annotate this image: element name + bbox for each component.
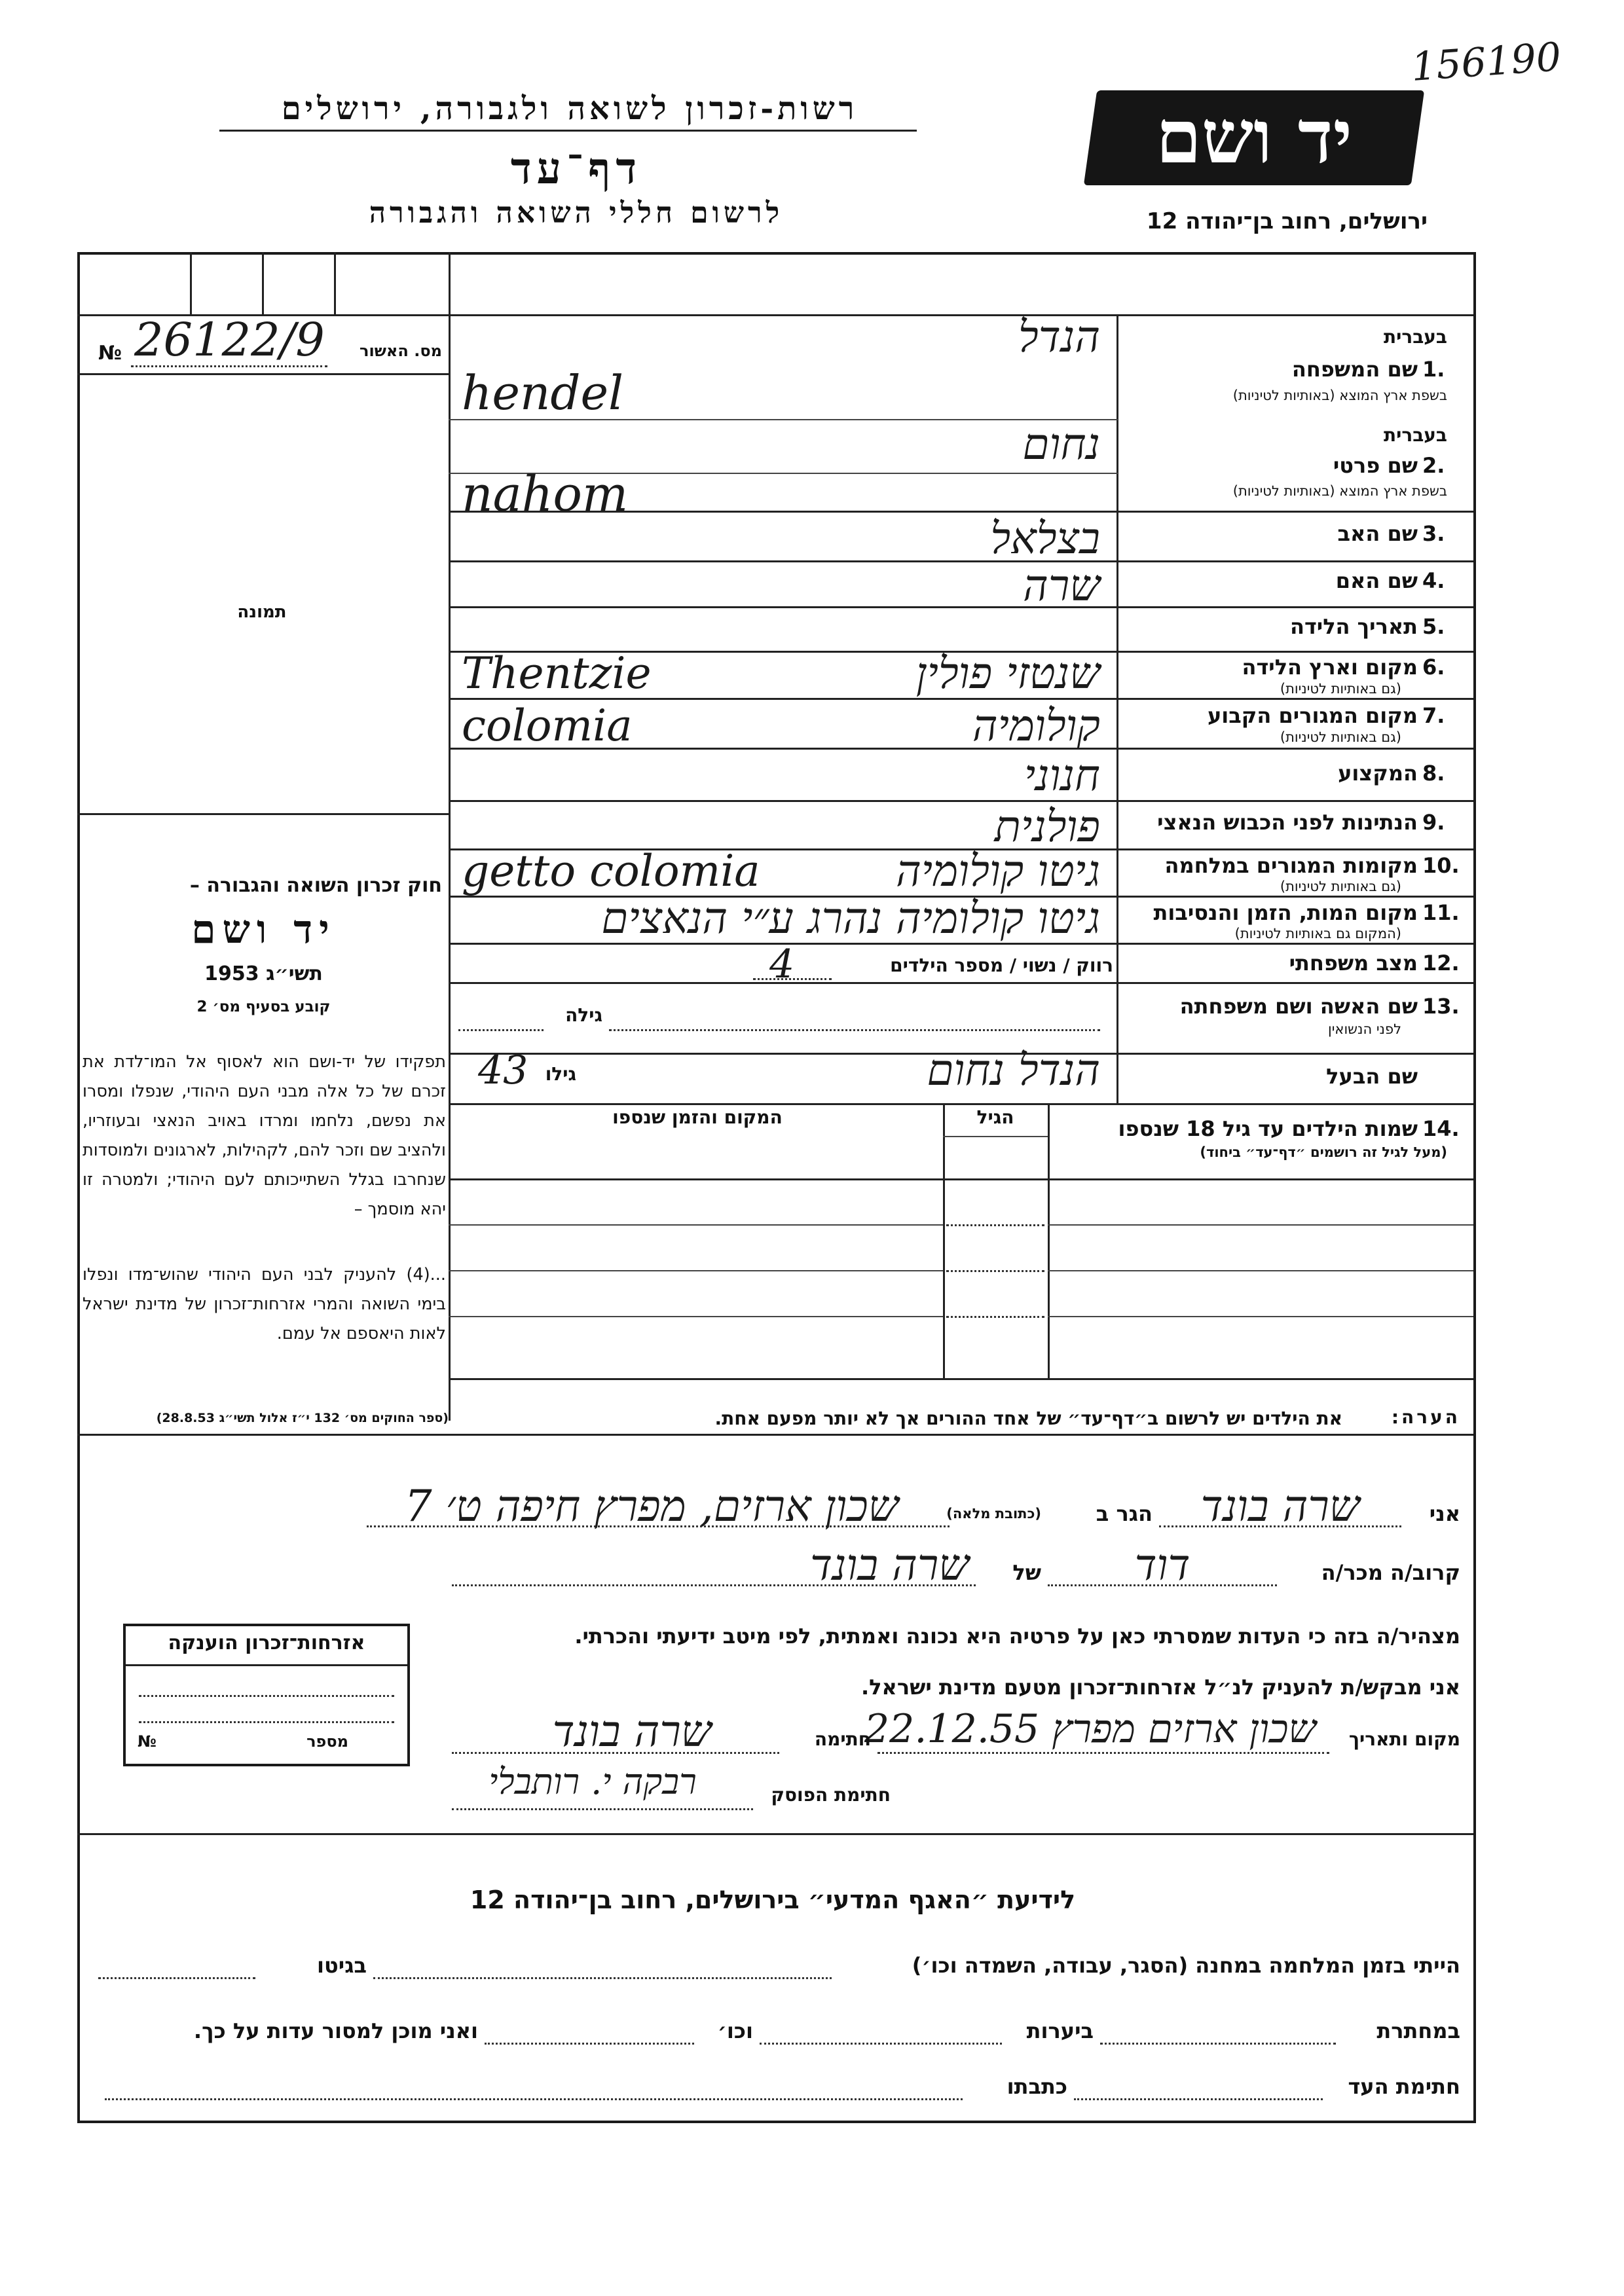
footer-etc-label: וכו׳ xyxy=(717,2018,753,2043)
children-label: שמות הילדים עד גיל 18 שנספו xyxy=(1118,1116,1418,1141)
citizenship-before: פולנית xyxy=(994,801,1100,852)
birthplace-latin: Thentzie xyxy=(462,648,652,699)
occupation: חנוני xyxy=(1024,750,1100,801)
field-1-label: שם המשפחה xyxy=(1291,357,1418,382)
citizenship-title-line xyxy=(126,1664,407,1666)
footer-forests-label: ביערות xyxy=(1026,2018,1094,2043)
law-name: יד ושם xyxy=(191,907,336,953)
form-title: דף־עד xyxy=(510,143,642,194)
children-row-line xyxy=(449,1316,943,1317)
footer-title: לידיעת ״האגף המדעי״ בירושלים, רחוב בן־יהודה 12 xyxy=(470,1886,1076,1914)
husband-age: 43 xyxy=(478,1048,528,1093)
footer-address-line xyxy=(105,2098,963,2100)
first-name-latin: nahom xyxy=(462,466,629,522)
note-text: את הילדים יש לרשום ב״דף־עד״ של אחד ההורים אך לא יותר מפעם אחת. xyxy=(714,1408,1342,1429)
approval-label: מס. האשור xyxy=(360,342,442,360)
row-line xyxy=(449,1103,1473,1105)
mother-name: שרה xyxy=(1023,560,1100,611)
clerk-line xyxy=(452,1808,753,1810)
children-col-divider xyxy=(943,1103,945,1378)
label-column-divider xyxy=(1116,314,1118,1103)
place-date-label: מקום ותאריך xyxy=(1348,1728,1460,1750)
field-2-tag: בעברית xyxy=(1383,424,1447,446)
law-paragraph-2: ...(4) להעניק לבני העם היהודי שהוש־מדו ונפלו בימי השואה והמרי אזרחות־זכרון של מדינת ישראל לאות היאספם אל עמם. xyxy=(83,1265,446,1343)
field-5-num: 5. xyxy=(1422,614,1445,639)
logo-text: יד ושם xyxy=(1156,94,1353,180)
field-10-num: 10. xyxy=(1422,853,1460,878)
field-5-label: תאריך הלידה xyxy=(1289,614,1418,639)
law-title: חוק זכרון השואה והגבורה – xyxy=(189,874,442,897)
left-column-divider xyxy=(449,252,451,1421)
citizenship-no-symbol: № xyxy=(138,1732,157,1751)
address: ירושלים, רחוב בן־יהודה 12 xyxy=(1146,208,1428,234)
field-1-tag: בעברית xyxy=(1383,326,1447,348)
field-8-label: המקצוע xyxy=(1338,761,1418,786)
field-6-num: 6. xyxy=(1422,655,1445,680)
signature-value: שרה בונד xyxy=(552,1706,712,1757)
field-11-sub: (המקום גם באותיות לטיניות) xyxy=(1234,926,1401,941)
declarant-address: שכון ארזים, מפרץ חיפה ט׳ 7 xyxy=(404,1481,899,1531)
of-label: של xyxy=(1012,1560,1041,1585)
approval-no-symbol: № xyxy=(98,342,122,365)
lives-label: הגר ב xyxy=(1096,1501,1153,1526)
father-name: בצלאל xyxy=(990,513,1100,564)
clerk-signature: רבקה י. רותבלי xyxy=(489,1761,697,1802)
field-1-sub: בשפת ארץ המוצא (באותיות לטיניות) xyxy=(1232,388,1447,403)
field-6-sub: (גם באותיות לטיניות) xyxy=(1280,681,1401,697)
law-paragraph-1: תפקידו של יד-ושם הוא לאסוף אל המו־לדת את זכרם של כל אלה מבני העם היהודי, שנפלו ומסרו את נפשם, נלחמו ומרדו באויב הנאצי ובעוזריו, ולהציב שם וזכר להם, לקהילות, לארגונים ולמוסדות שנחרבו בגלל השתייכותם לעם היהודי; ולמטרה זו יהא מוסמך – xyxy=(83,1052,446,1219)
approval-line xyxy=(131,365,327,367)
photo-label: תמונה xyxy=(237,602,287,622)
husband-label: שם הבעל xyxy=(1326,1064,1418,1089)
footer-underground-line xyxy=(1100,2043,1336,2045)
field-10-sub: (גם באותיות לטיניות) xyxy=(1280,879,1401,894)
children-col-age: הגיל xyxy=(976,1106,1014,1128)
relative-label: קרוב/ה מכר/ה xyxy=(1321,1560,1460,1585)
children-header-line xyxy=(943,1136,1048,1137)
field-13-num: 13. xyxy=(1422,994,1460,1019)
children-count-line xyxy=(753,978,832,980)
footer-ghetto-line xyxy=(98,1977,255,1979)
field-1-num: 1. xyxy=(1422,357,1445,382)
field-2-num: 2. xyxy=(1422,453,1445,478)
children-count: 4 xyxy=(769,941,795,987)
archive-stamp-number: 156190 xyxy=(1409,34,1563,90)
death-place-circumstances: גיטו קולומיה נהרג ע״י הנאצים xyxy=(601,893,1100,943)
signature-label: חתימה xyxy=(814,1728,871,1750)
children-row-line xyxy=(946,1316,1044,1318)
footer-camp-label: הייתי בזמן המלחמה במחנה (הסגר, עבודה, השמדה וכו׳) xyxy=(912,1953,1460,1978)
children-row-line xyxy=(1048,1270,1473,1271)
citizenship-box xyxy=(123,1624,410,1766)
law-bottom-line xyxy=(77,1434,1473,1436)
law-year: תשי״ג 1953 xyxy=(204,962,323,985)
strip-divider xyxy=(190,252,192,314)
children-row-line xyxy=(946,1224,1044,1226)
field-2-sub: בשפת ארץ המוצא (באותיות לטיניות) xyxy=(1232,483,1447,499)
strip-divider xyxy=(262,252,264,314)
field-3-num: 3. xyxy=(1422,521,1445,546)
statement-2: אני מבקש/ת להעניק לנ״ל אזרחות־זכרון מטעם מדינת ישראל. xyxy=(861,1675,1460,1700)
children-row-line xyxy=(946,1270,1044,1272)
row-line xyxy=(449,982,1473,984)
footer-address-label: כתבתו xyxy=(1006,2074,1067,2099)
full-address-label: (כתובת מלאה) xyxy=(946,1506,1041,1522)
family-name-hebrew: הנדל xyxy=(1018,312,1100,362)
field-7-sub: (גם באותיות לטיניות) xyxy=(1280,729,1401,745)
declarant-label: אני xyxy=(1429,1501,1460,1526)
footer-ghetto-label: בגיטו xyxy=(317,1953,367,1978)
approval-divider xyxy=(77,373,451,375)
footer-etc-line xyxy=(485,2043,694,2045)
children-bottom-line xyxy=(449,1378,1473,1380)
children-row-line xyxy=(1048,1224,1473,1226)
strip-divider xyxy=(334,252,336,314)
citizenship-title: אזרחות־זכרון הוענקה xyxy=(168,1631,365,1654)
residence-latin: colomia xyxy=(462,701,633,751)
field-3-label: שם האב xyxy=(1337,521,1418,546)
field-13-label: שם האשה ושם משפחתה xyxy=(1179,994,1418,1019)
wife-age-line xyxy=(458,1029,544,1031)
children-col-divider xyxy=(1048,1103,1050,1378)
field-6-label: מקום וארץ הלידה xyxy=(1242,655,1418,680)
field-4-num: 4. xyxy=(1422,568,1445,593)
wartime-residence-latin: getto colomia xyxy=(462,846,760,896)
field-10-label: מקומות המגורים במלחמה xyxy=(1164,853,1418,878)
children-sub: (מעל לגיל זה רושמים ״דף־עד״ ביחוד) xyxy=(1200,1144,1447,1160)
wartime-residence-hebrew: גיטו קולומיה xyxy=(896,846,1100,896)
birthplace-hebrew: שנטזי פולין xyxy=(915,648,1100,699)
field-9-num: 9. xyxy=(1422,810,1445,835)
yad-vashem-logo xyxy=(1084,90,1424,185)
citizenship-line xyxy=(139,1695,394,1697)
of-value: שרה בונד xyxy=(809,1540,969,1590)
children-num: 14. xyxy=(1422,1116,1460,1141)
family-name-latin: hendel xyxy=(462,365,624,420)
residence-hebrew: קולומיה xyxy=(972,701,1100,751)
field-11-num: 11. xyxy=(1422,900,1460,925)
note-label: הערה: xyxy=(1391,1406,1460,1428)
footer-witness-sign-line xyxy=(1074,2098,1323,2100)
footer-forests-line xyxy=(760,2043,1002,2045)
photo-divider xyxy=(77,813,451,815)
field-12-label: מצב משפחתי xyxy=(1289,951,1418,975)
husband-name: הנדל נחום xyxy=(927,1045,1100,1095)
footer-underground-label: במחתרת xyxy=(1376,2018,1460,2043)
law-reference: (ספר החוקים מס׳ 132 י״ז אלול תשי״ג 28.8.53) xyxy=(156,1411,449,1425)
children-row-line xyxy=(449,1224,943,1226)
form-subtitle: לרשום חללי השואה והגבורה xyxy=(369,196,784,230)
children-row-line xyxy=(449,1270,943,1271)
relative-value: דוד xyxy=(1134,1540,1190,1590)
footer-witness-sign-label: חתימת העד xyxy=(1348,2074,1460,2099)
authority-underline xyxy=(219,130,917,132)
field-12-num: 12. xyxy=(1422,951,1460,975)
wife-age-label: גילה xyxy=(565,1004,602,1026)
clerk-label: חתימת הפוסק xyxy=(771,1784,891,1806)
marital-status-options: רווק / נשוי / מספר הילדים xyxy=(890,955,1113,976)
citizenship-number-label: מספר xyxy=(306,1732,348,1751)
authority-name: רשות-זכרון לשואה ולגבורה, ירושלים xyxy=(281,90,858,127)
footer-divider xyxy=(77,1833,1473,1835)
field-8-num: 8. xyxy=(1422,761,1445,786)
children-row-line xyxy=(1048,1316,1473,1317)
footer-willing-text: ואני מוכן למסור עדות על כך. xyxy=(193,2018,478,2043)
law-section: קובע בסעיף מס׳ 2 xyxy=(196,998,331,1015)
statement-1: מצהיר/ה בזה כי העדות שמסרתי כאן על פרטיה היא נכונה ואמתית, לפי מיטב ידיעתי והכרתי. xyxy=(574,1624,1460,1649)
field-4-label: שם האם xyxy=(1335,568,1418,593)
place-date-line xyxy=(877,1752,1329,1754)
field-13-sub: לפני הנשואין xyxy=(1327,1021,1401,1037)
field-11-label: מקום המות, הזמן והנסיבות xyxy=(1153,900,1418,925)
first-name-hebrew: נחום xyxy=(1022,419,1100,469)
field-9-label: הנתינות לפני הכבוש הנאצי xyxy=(1157,810,1418,835)
children-col-place: המקום והזמן שנספו xyxy=(612,1106,783,1128)
field-7-label: מקום המגורים הקבוע xyxy=(1207,703,1418,728)
place-date-value: שכון ארזים מפרץ 22.12.55 xyxy=(864,1706,1316,1752)
children-row-line xyxy=(449,1178,1473,1180)
approval-number: 26122/9 xyxy=(134,313,325,367)
citizenship-line xyxy=(139,1721,394,1723)
wife-name-line xyxy=(609,1029,1100,1031)
field-7-num: 7. xyxy=(1422,703,1445,728)
footer-camp-line xyxy=(373,1977,832,1979)
husband-age-label: גילו xyxy=(545,1063,576,1085)
field-2-label: שם פרטי xyxy=(1333,453,1418,478)
declarant-name: שרה בונד xyxy=(1200,1481,1360,1531)
